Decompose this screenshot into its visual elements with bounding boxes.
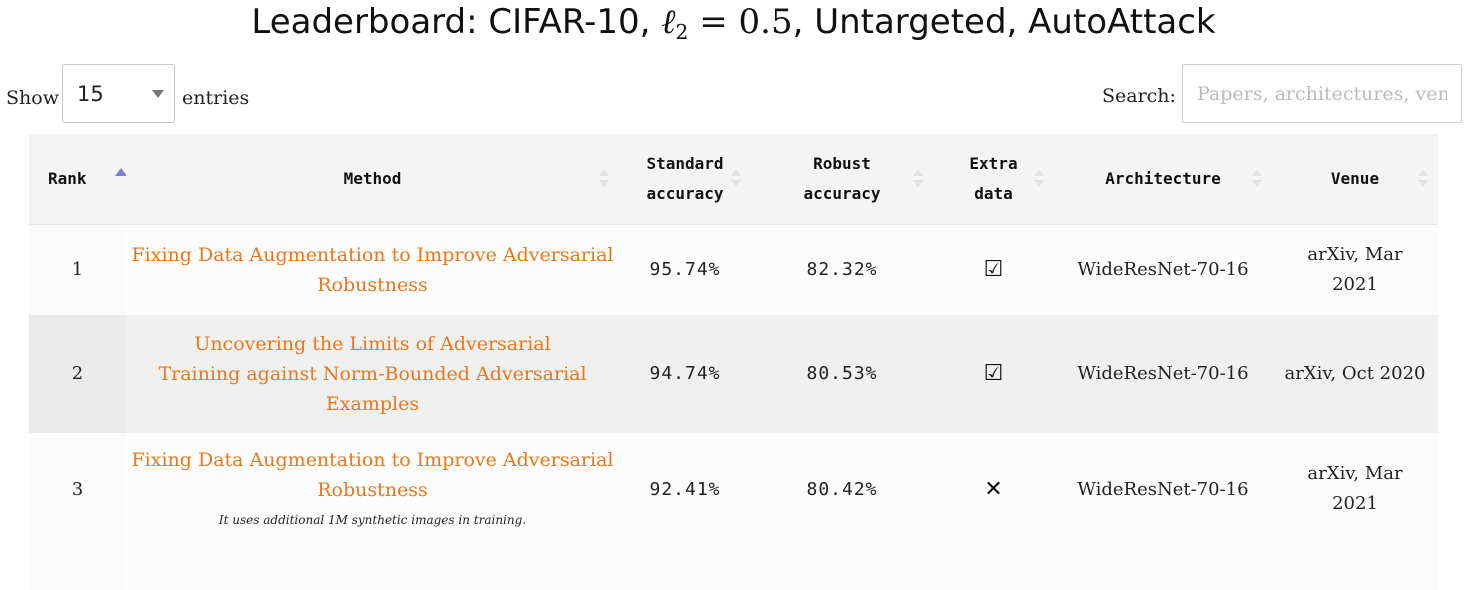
standard-accuracy-cell: 92.41% (619, 433, 751, 590)
title-prefix: Leaderboard: CIFAR-10, (251, 2, 662, 42)
method-link[interactable]: Fixing Data Augmentation to Improve Adversarial Robustness (131, 244, 614, 296)
title-suffix: , Untargeted, AutoAttack (792, 2, 1216, 42)
col-header-architecture-label: Architecture (1105, 169, 1221, 188)
sort-icon (1252, 169, 1262, 189)
standard-accuracy-cell: 94.74% (619, 315, 751, 433)
col-header-venue[interactable] (1272, 134, 1438, 225)
col-header-robust-accuracy[interactable] (751, 134, 933, 225)
table-header-row (29, 134, 1438, 225)
venue-cell (1272, 315, 1438, 433)
col-header-method[interactable] (126, 134, 619, 225)
leaderboard-table (29, 134, 1438, 590)
extra-data-cell (933, 315, 1054, 433)
rank-cell: 1 (71, 259, 84, 280)
entries-select-value: 15 (77, 82, 104, 106)
venue-text: arXiv, Oct 2020 (1284, 363, 1426, 384)
robust-accuracy-cell: 80.53% (751, 315, 933, 433)
robust-accuracy-cell: 82.32% (751, 225, 933, 316)
title-math (661, 2, 793, 45)
venue-text: arXiv, Mar 2021 (1307, 463, 1403, 514)
table-row (29, 433, 1438, 590)
col-header-method-label: Method (343, 169, 402, 188)
col-header-extra-data[interactable] (933, 134, 1054, 225)
norm-value: = 0.5 (688, 2, 793, 42)
table-row (29, 225, 1438, 316)
col-header-standard-line1: Standard (646, 154, 724, 173)
col-header-standard-line2: accuracy (646, 184, 724, 203)
venue-cell (1272, 225, 1438, 316)
architecture-cell: WideResNet-70-16 (1054, 315, 1272, 433)
table-row (29, 315, 1438, 433)
col-header-robust-line2: accuracy (803, 184, 881, 203)
architecture-cell: WideResNet-70-16 (1054, 433, 1272, 590)
standard-accuracy-cell: 95.74% (619, 225, 751, 316)
rank-cell: 3 (71, 479, 84, 500)
checkbox-checked-icon: ☑ (983, 360, 1004, 386)
venue-cell (1272, 433, 1438, 590)
col-header-rank[interactable] (29, 134, 126, 225)
venue-text: arXiv, Mar 2021 (1307, 244, 1403, 295)
col-header-venue-label: Venue (1330, 169, 1380, 188)
sort-icon (1418, 169, 1428, 189)
search-input[interactable] (1182, 64, 1462, 123)
col-header-robust-line1: Robust (813, 154, 871, 173)
extra-data-cell (933, 225, 1054, 316)
sort-icon (1034, 169, 1044, 189)
entries-label: entries (182, 87, 250, 109)
method-cell (126, 433, 619, 590)
norm-subscript: 2 (675, 20, 689, 45)
method-link[interactable]: Uncovering the Limits of Adversarial Training against Norm-Bounded Adversarial Examples (158, 333, 587, 415)
cross-icon: ✕ (984, 477, 1003, 502)
method-cell (126, 315, 619, 433)
search-label: Search: (1102, 85, 1176, 107)
sort-icon (731, 169, 741, 189)
method-note: It uses additional 1M synthetic images in training. (218, 513, 527, 527)
architecture-cell: WideResNet-70-16 (1054, 225, 1272, 316)
method-cell (126, 225, 619, 316)
col-header-standard-accuracy[interactable] (619, 134, 751, 225)
chevron-down-icon (152, 90, 164, 98)
robust-accuracy-cell: 80.42% (751, 433, 933, 590)
norm-symbol: ℓ (661, 2, 676, 42)
method-link[interactable]: Fixing Data Augmentation to Improve Adversarial Robustness (131, 449, 614, 501)
col-header-extra-line2: data (974, 184, 1013, 203)
col-header-architecture[interactable] (1054, 134, 1272, 225)
col-header-extra-line1: Extra (969, 154, 1018, 173)
checkbox-checked-icon: ☑ (983, 256, 1004, 282)
sort-icon (913, 169, 923, 189)
rank-cell: 2 (29, 315, 126, 433)
entries-select[interactable] (62, 64, 175, 123)
col-header-rank-label: Rank (48, 169, 87, 188)
extra-data-cell (933, 433, 1054, 590)
sort-icon (599, 169, 609, 189)
page-title (0, 0, 1467, 48)
show-label: Show (6, 87, 59, 109)
